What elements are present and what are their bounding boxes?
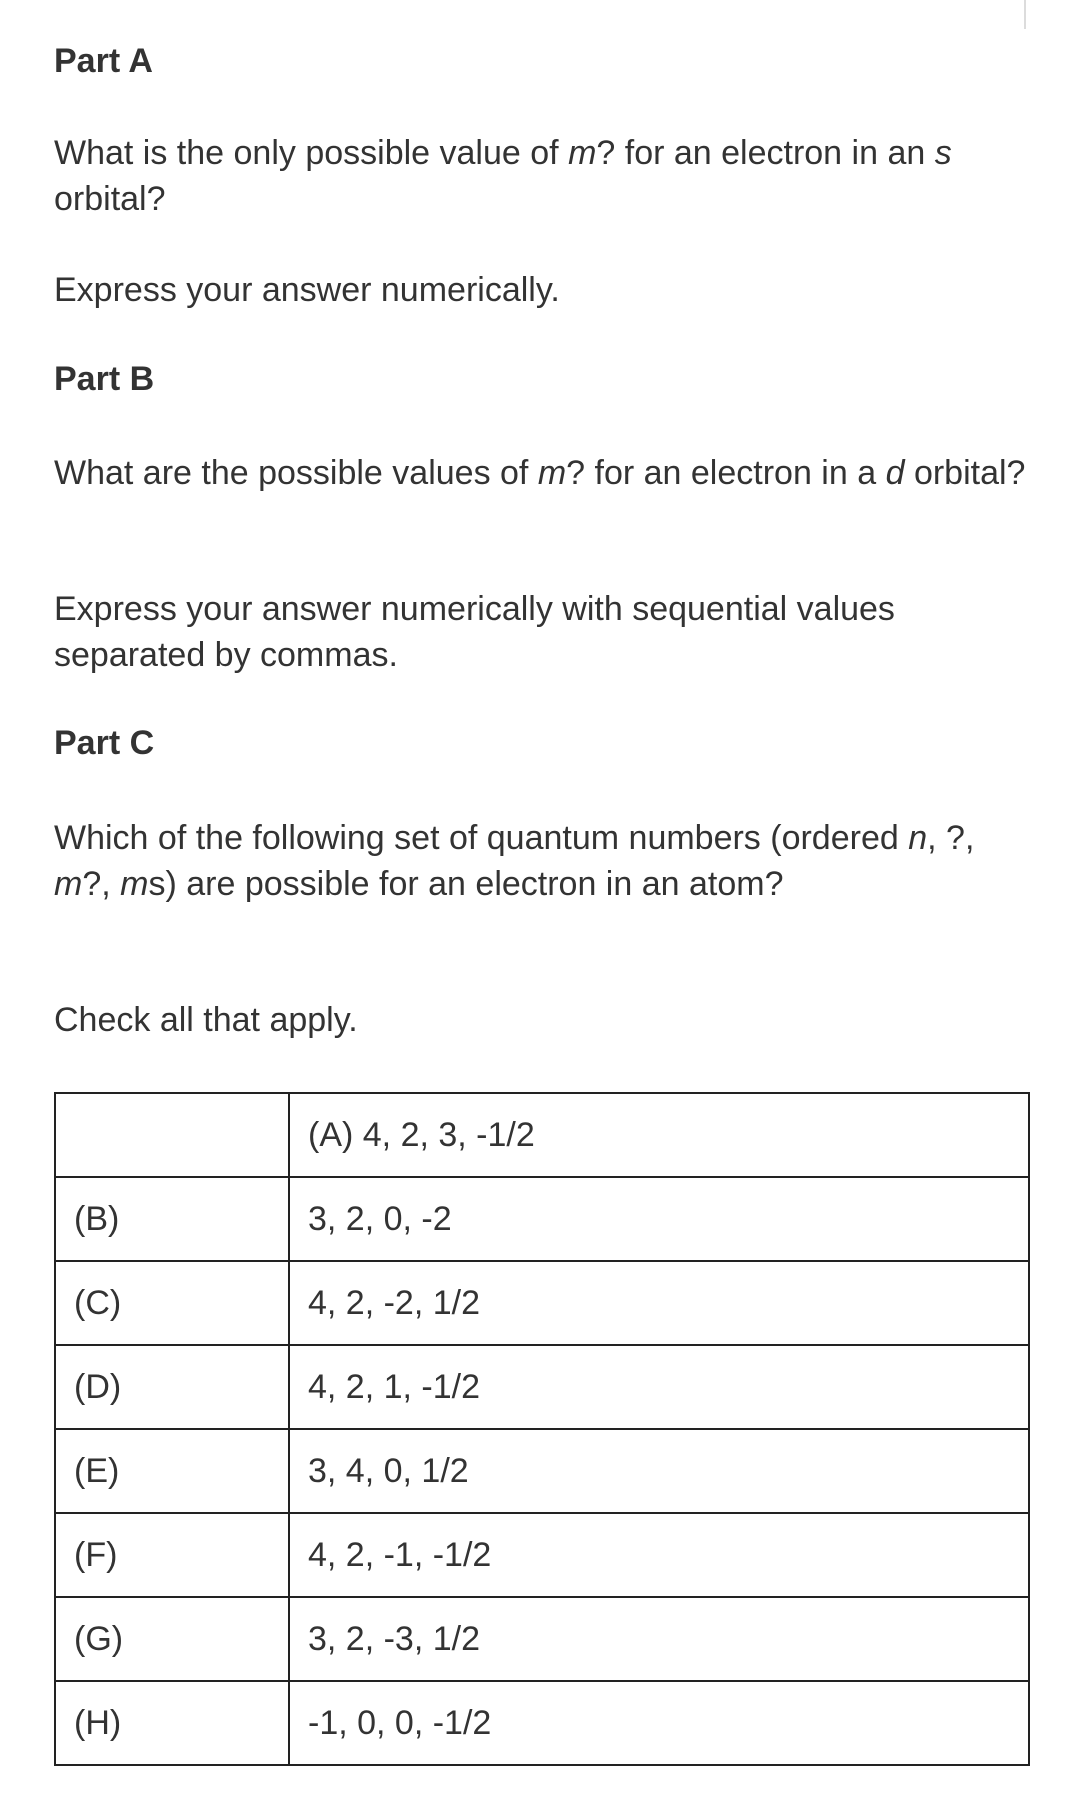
- option-row-f[interactable]: [55, 1513, 1029, 1597]
- option-label: (H): [55, 1681, 289, 1765]
- option-row-c[interactable]: [55, 1261, 1029, 1345]
- option-row-b[interactable]: [55, 1177, 1029, 1261]
- part-c-instruction: Check all that apply.: [54, 1001, 358, 1039]
- option-value: 4, 2, -2, 1/2: [289, 1261, 1029, 1345]
- option-row-e[interactable]: [55, 1429, 1029, 1513]
- option-label: (G): [55, 1597, 289, 1681]
- option-row-d[interactable]: [55, 1345, 1029, 1429]
- part-b-question: What are the possible values of m? for an electron in a d orbital?: [54, 454, 1026, 492]
- part-b-title: Part B: [54, 360, 155, 398]
- part-a-question: What is the only possible value of m? for an electron in an s orbital?: [54, 134, 952, 218]
- option-value: 4, 2, 1, -1/2: [289, 1345, 1029, 1429]
- option-row-g[interactable]: [55, 1597, 1029, 1681]
- part-c-question: Which of the following set of quantum numbers (ordered n, ?, m?, ms) are possible for an electron in an atom?: [54, 819, 975, 903]
- option-label: (E): [55, 1429, 289, 1513]
- part-a-instruction: Express your answer numerically.: [54, 271, 560, 309]
- option-row-a[interactable]: [55, 1093, 1029, 1177]
- option-value: 3, 2, 0, -2: [289, 1177, 1029, 1261]
- option-value: 4, 2, -1, -1/2: [289, 1513, 1029, 1597]
- part-c-title: Part C: [54, 724, 155, 762]
- option-label: (C): [55, 1261, 289, 1345]
- option-value: (A) 4, 2, 3, -1/2: [289, 1093, 1029, 1177]
- option-value: 3, 4, 0, 1/2: [289, 1429, 1029, 1513]
- scroll-indicator[interactable]: [1024, 0, 1026, 29]
- option-label: (D): [55, 1345, 289, 1429]
- option-label: (F): [55, 1513, 289, 1597]
- option-label: (B): [55, 1177, 289, 1261]
- option-value: -1, 0, 0, -1/2: [289, 1681, 1029, 1765]
- option-row-h[interactable]: [55, 1681, 1029, 1765]
- part-a-title: Part A: [54, 42, 153, 80]
- option-label: [55, 1093, 289, 1177]
- part-b-instruction: Express your answer numerically with sequential values separated by commas.: [54, 590, 895, 674]
- option-value: 3, 2, -3, 1/2: [289, 1597, 1029, 1681]
- quantum-number-options-table: [54, 1092, 1030, 1766]
